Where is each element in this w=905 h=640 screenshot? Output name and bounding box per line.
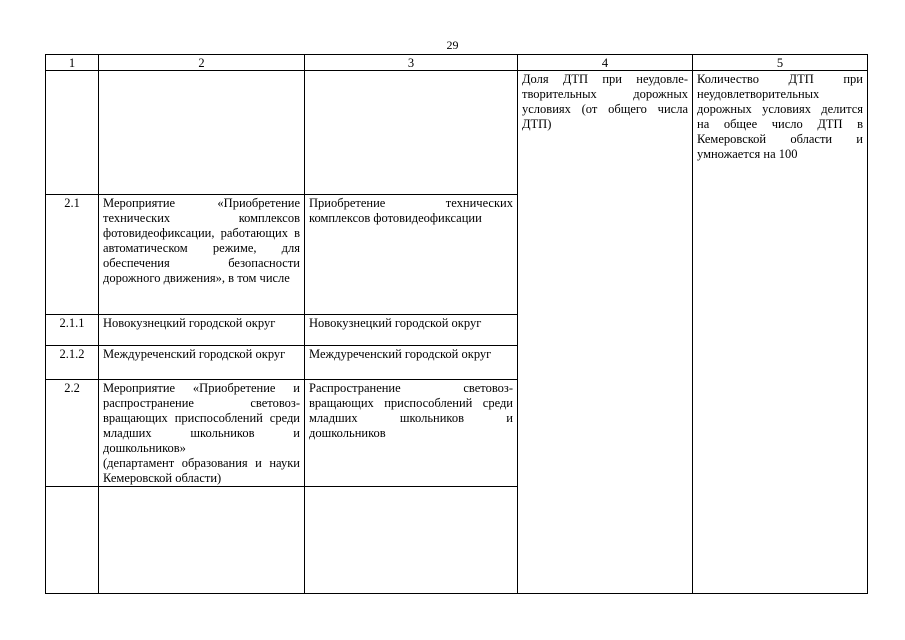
row-number: 2.1.1 (46, 315, 99, 346)
event-empty (99, 71, 305, 195)
row-number: 2.2 (46, 380, 99, 487)
filler-cell (99, 487, 305, 594)
column-number-5: 5 (693, 55, 868, 71)
program-table (45, 54, 868, 594)
column-number-4: 4 (518, 55, 693, 71)
column-number-1: 1 (46, 55, 99, 71)
column-number-row (46, 55, 868, 71)
event-responsible: (департамент образования и науки Кемеровской области) (103, 456, 300, 485)
column-number-3: 3 (305, 55, 518, 71)
indicator-method: Количество ДТП при неудовлетворительных дорожных условиях делится на общее число ДТП в Кемеровской области и умножается на 100 (693, 71, 868, 594)
event-description: Новокузнецкий городской округ (305, 315, 518, 346)
indicator-name: Доля ДТП при неудовлетворительных дорожных условиях (от общего числа ДТП) (518, 71, 693, 594)
event-name: Мероприятие «Приобретение и распространение световозвращающих приспособлений среди младших школьников и дошкольников» (103, 381, 300, 455)
row-number: 2.1.2 (46, 346, 99, 380)
event-name: Новокузнецкий городской округ (99, 315, 305, 346)
event-name: Междуреченский городской округ (99, 346, 305, 380)
filler-cell (305, 487, 518, 594)
page-number: 29 (446, 38, 459, 52)
filler-cell (46, 487, 99, 594)
row-number-empty (46, 71, 99, 195)
event-name: Мероприятие «Приобретение технических комплексов фотовидеофиксации, работающих в автоматическом режиме, для обеспечения безопасности дорожного движения», в том числе (99, 195, 305, 315)
table-row-continuation (46, 71, 868, 195)
description-empty (305, 71, 518, 195)
event-description: Междуреченский городской округ (305, 346, 518, 380)
row-number: 2.1 (46, 195, 99, 315)
event-description: Распространение световозвращающих приспособлений среди младших школьников и дошкольников (305, 380, 518, 487)
column-number-2: 2 (99, 55, 305, 71)
event-cell (99, 380, 305, 487)
event-description: Приобретение технических комплексов фотовидеофиксации (305, 195, 518, 315)
